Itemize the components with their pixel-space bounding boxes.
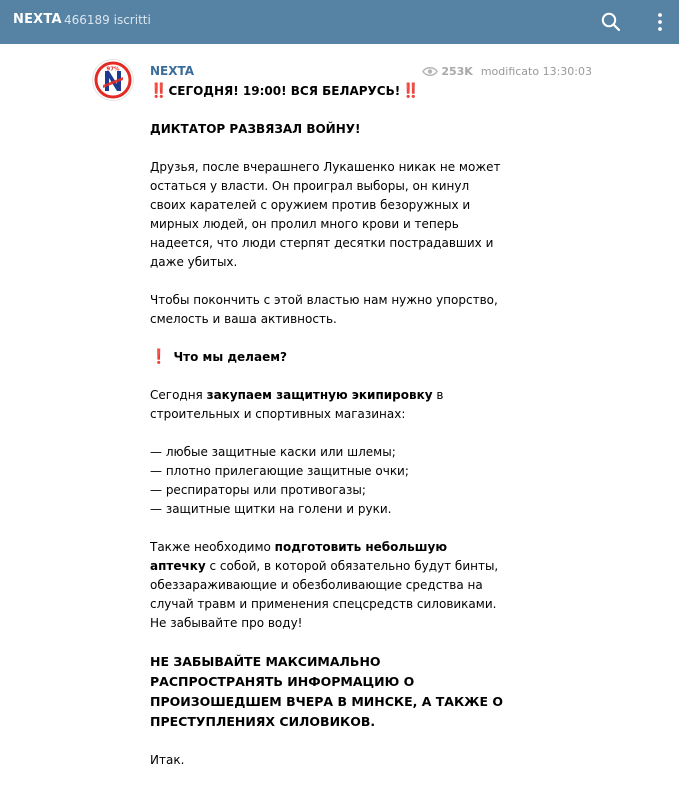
post-header [150, 64, 592, 80]
post-author[interactable]: NEXTA [150, 64, 195, 78]
heading-war [150, 120, 530, 139]
text-run: с собой, в которой обязательно будут бинты, [205, 559, 499, 573]
text-line: своих карателей с оружием против безоружных и [150, 198, 471, 212]
equipment-list [150, 443, 530, 519]
post-meta [422, 65, 592, 78]
text-run: Также необходимо [150, 540, 275, 554]
question-line [150, 348, 530, 367]
view-count: 253K [441, 65, 473, 78]
caps-line: НЕ ЗАБЫВАЙТЕ МАКСИМАЛЬНО [150, 654, 381, 669]
bold-run: подготовить небольшую [274, 540, 447, 554]
edited-time: modificato 13:30:03 [480, 65, 592, 78]
text-line: остаться у власти. Он проиграл выборы, он кинул [150, 179, 470, 193]
text-run: в [432, 388, 444, 402]
paragraph-2 [150, 291, 530, 329]
caps-line: ПРЕСТУПЛЕНИЯХ СИЛОВИКОВ. [150, 714, 376, 729]
bold-run: аптечку [150, 559, 206, 573]
text-run: Сегодня [150, 388, 207, 402]
text-line: Итак. [150, 753, 185, 767]
caps-line: РАСПРОСТРАНЯТЬ ИНФОРМАЦИЮ О [150, 674, 415, 689]
headline: СЕГОДНЯ! 19:00! ВСЯ БЕЛАРУСЬ! [168, 84, 401, 98]
paragraph-4 [150, 538, 530, 633]
text-line: случай травм и применения спецсредств силовиками. [150, 597, 497, 611]
list-item: — плотно прилегающие защитные очки; [150, 464, 409, 478]
text-line: строительных и спортивных магазинах: [150, 407, 406, 421]
bold-run: закупаем защитную экипировку [206, 388, 433, 402]
post-body [150, 82, 530, 789]
list-item: — любые защитные каски или шлемы; [150, 445, 396, 459]
text-line: Друзья, после вчерашнего Лукашенко никак не может [150, 160, 501, 174]
avatar[interactable] [93, 60, 133, 100]
question-text: Что мы делаем? [173, 350, 287, 364]
paragraph-1 [150, 158, 530, 272]
channel-header [0, 0, 679, 44]
search-icon[interactable] [600, 11, 622, 33]
list-item: — респираторы или противогазы; [150, 483, 366, 497]
paragraph-3 [150, 386, 530, 424]
text-line: Не забывайте про воду! [150, 616, 303, 630]
more-vertical-icon[interactable] [652, 11, 668, 33]
double-exclamation-emoji: ‼️ [150, 83, 165, 99]
caps-line: ПРОИЗОШЕДШЕМ ВЧЕРА В МИНСКЕ, А ТАКЖЕ О [150, 694, 503, 709]
subscriber-count: 466189 iscritti [64, 13, 151, 27]
text-line: смелость и ваша активность. [150, 312, 337, 326]
text-line: мирных людей, он пролил много крови и теперь [150, 217, 459, 231]
list-item: — защитные щитки на голени и руки. [150, 502, 392, 516]
text-line: надеется, что люди стерпят десятки пострадавших и [150, 236, 494, 250]
heading-war-text: ДИКТАТОР РАЗВЯЗАЛ ВОЙНУ! [150, 122, 361, 136]
exclamation-emoji: ❗ [150, 349, 168, 365]
eye-icon [422, 66, 438, 77]
nexta-logo [93, 60, 133, 100]
channel-title[interactable]: NEXTA [13, 12, 62, 27]
text-line: Чтобы покончить с этой властью нам нужно упорство, [150, 293, 498, 307]
headline-line [150, 82, 530, 101]
text-line: даже убитых. [150, 255, 238, 269]
closing-line [150, 751, 530, 770]
double-exclamation-emoji: ‼️ [402, 83, 417, 99]
text-line: обеззараживающие и обезболивающие средства на [150, 578, 483, 592]
avatar-badge: 97% [106, 66, 120, 73]
caps-paragraph [150, 652, 530, 732]
